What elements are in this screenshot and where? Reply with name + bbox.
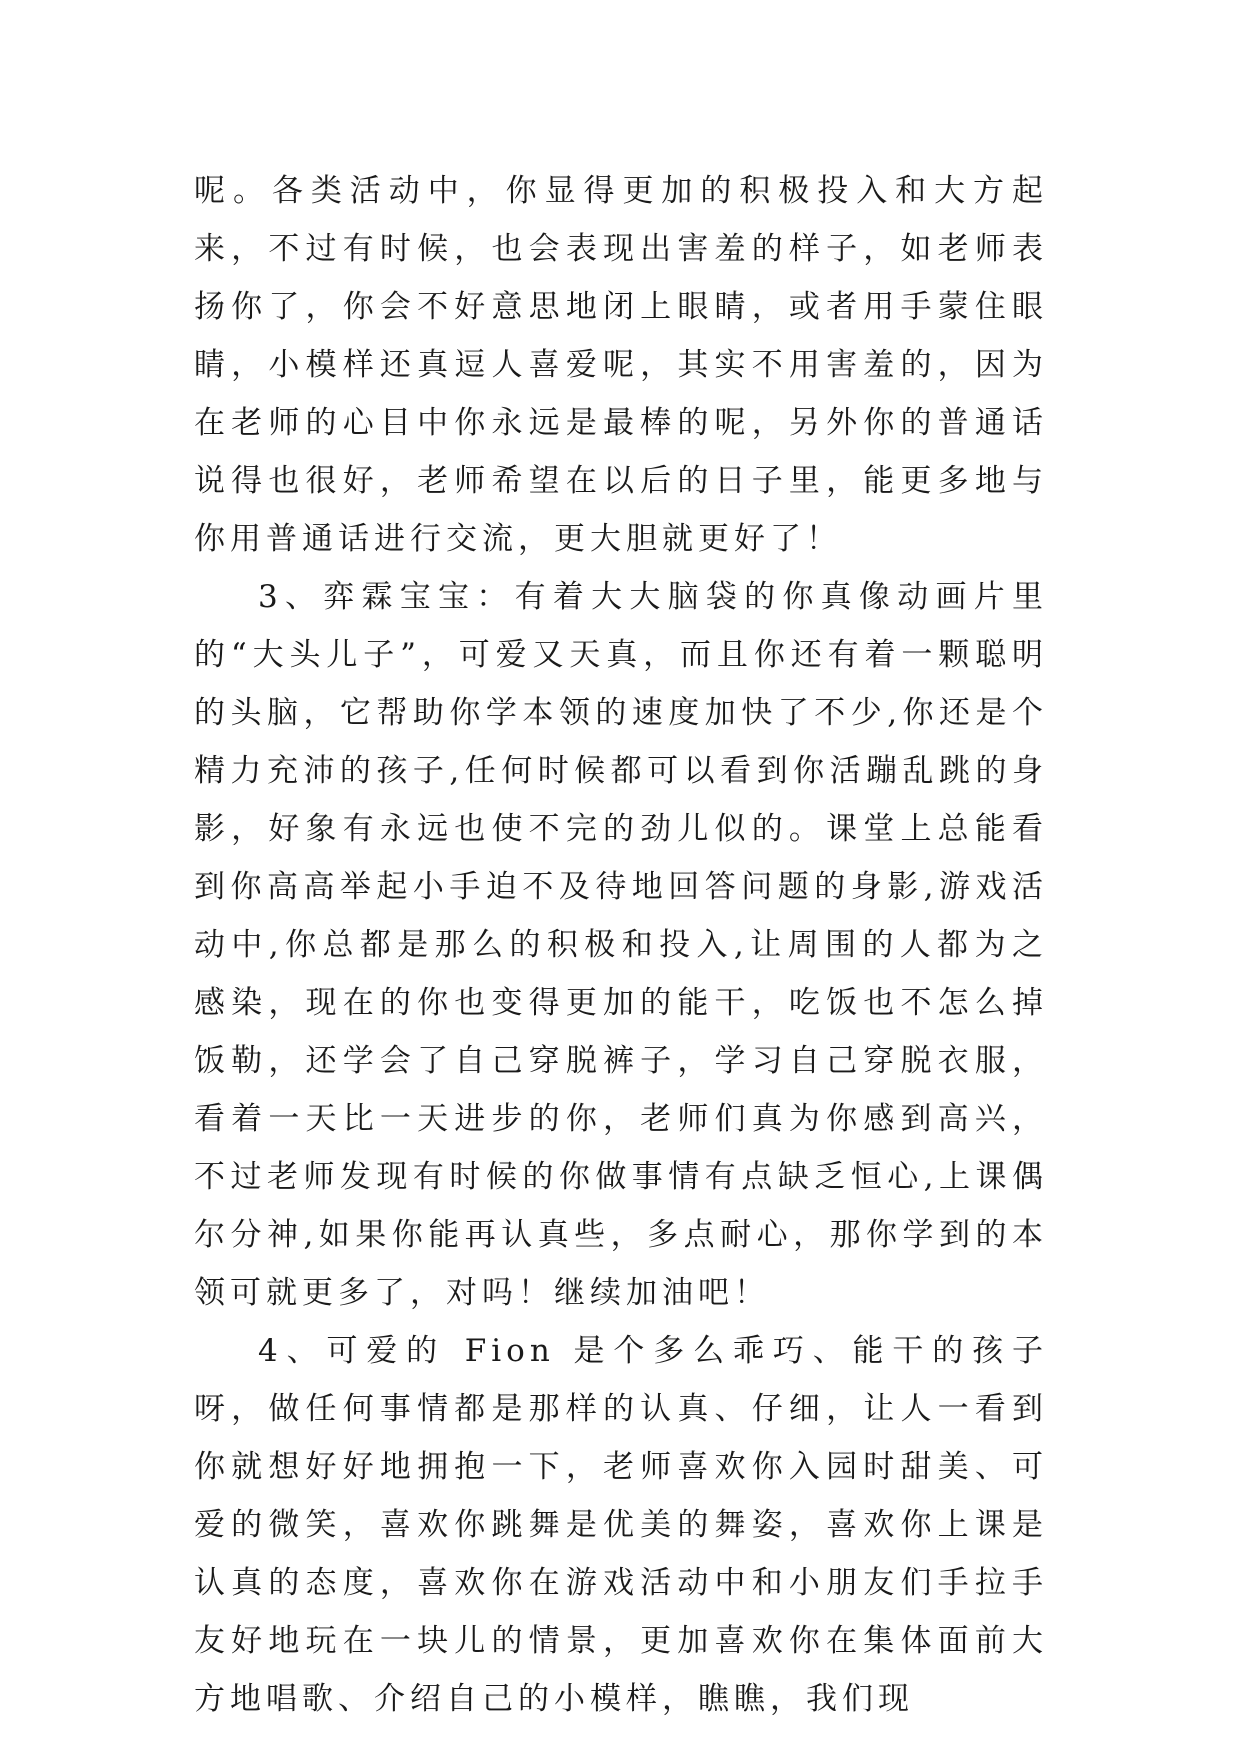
paragraph-3: 3、弈霖宝宝：有着大大脑袋的你真像动画片里的“大头儿子”，可爱又天真，而且你还有着一颗聪明的头脑，它帮助你学本领的速度加快了不少,你还是个精力充沛的孩子,任何时候都可以看到你活蹦乱跳的身影，好象有永远也使不完的劲儿似的。课堂上总能看到你高高举起小手迫不及待地回答问题的身影,游戏活动中,你总都是那么的积极和投入,让周围的人都为之感染，现在的你也变得更加的能干，吃饭也不怎么掉饭勒，还学会了自己穿脱裤子，学习自己穿脱衣服，看着一天比一天进步的你，老师们真为你感到高兴，不过老师发现有时候的你做事情有点缺乏恒心,上课偶尔分神,如果你能再认真些，多点耐心，那你学到的本领可就更多了，对吗！继续加油吧！ (194, 579, 1048, 1311)
document-body (194, 162, 1048, 1728)
paragraph-4: 4、可爱的 Fion 是个多么乖巧、能干的孩子呀，做任何事情都是那样的认真、仔细，让人一看到你就想好好地拥抱一下，老师喜欢你入园时甜美、可爱的微笑，喜欢你跳舞是优美的舞姿，喜欢你上课是认真的态度，喜欢你在游戏活动中和小朋友们手拉手友好地玩在一块儿的情景，更加喜欢你在集体面前大方地唱歌、介绍自己的小模样，瞧瞧，我们现 (194, 1333, 1048, 1717)
paragraph-continued: 呢。各类活动中，你显得更加的积极投入和大方起来，不过有时候，也会表现出害羞的样子，如老师表扬你了，你会不好意思地闭上眼睛，或者用手蒙住眼睛，小模样还真逗人喜爱呢，其实不用害羞的，因为在老师的心目中你永远是最棒的呢，另外你的普通话说得也很好，老师希望在以后的日子里，能更多地与你用普通话进行交流，更大胆就更好了！ (194, 173, 1048, 557)
